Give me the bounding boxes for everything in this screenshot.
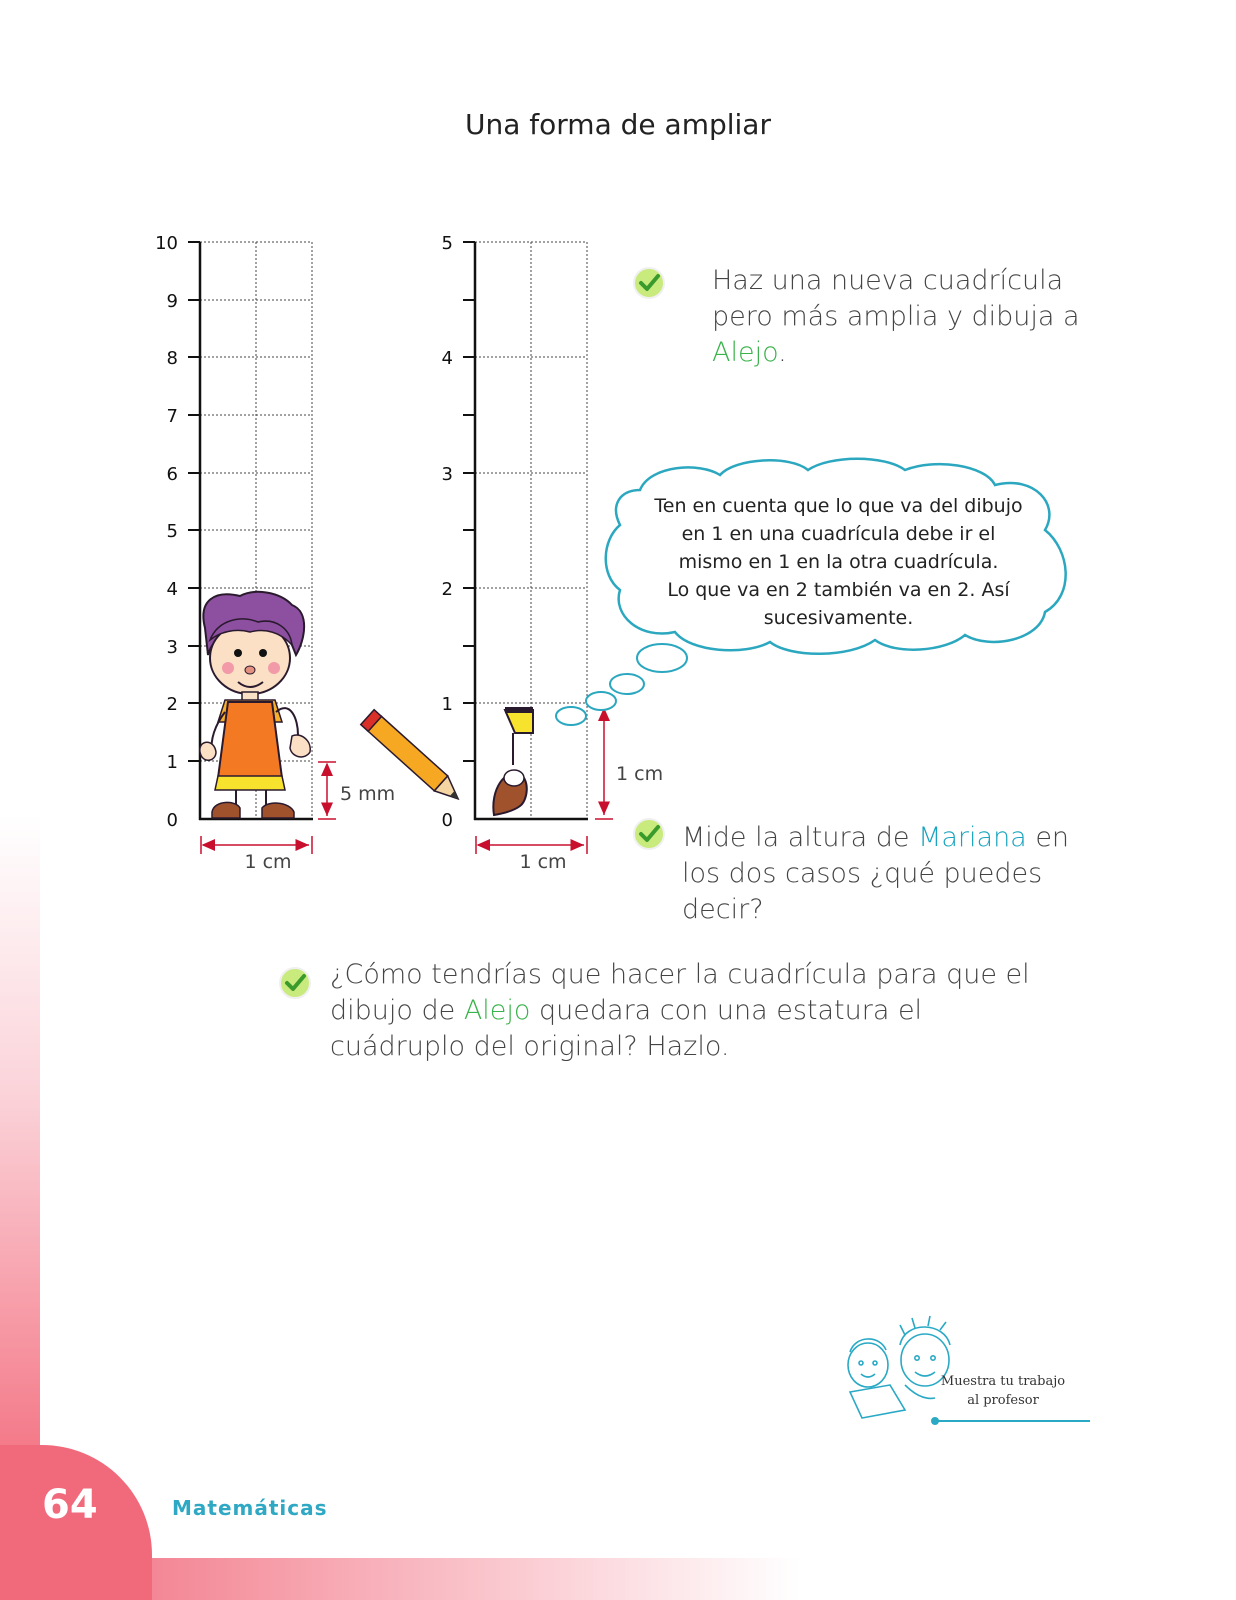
right-y-label-1: 1 [441,694,453,715]
right-y-label-0: 0 [441,810,453,831]
page-title: Una forma de ampliar [465,108,771,141]
instruction-2-end: en los dos casos ¿qué puedes decir? [682,822,1070,925]
right-height-label: 1 cm [616,763,664,785]
left-height-label: 5 mm [340,783,396,805]
right-y-label-3: 3 [441,464,453,485]
badge-line: al profesor [967,1393,1039,1408]
badge-dot [931,1417,939,1425]
bubble-line: sucesivamente. [763,607,914,629]
right-y-label-4: 4 [441,348,453,369]
instruction-1-text: Haz una nueva cuadrícula pero más amplia y dibuja a [712,265,1080,332]
instruction-1-name: Alejo [712,337,779,368]
page-number: 64 [42,1482,98,1528]
instruction-3-end: quedara con una estatura el cuádruplo del original? Hazlo. [330,995,923,1062]
instruction-2 [682,820,1102,928]
show-work-badge-text [938,1372,1068,1410]
left-y-label-8: 8 [166,348,178,369]
bubble-line: en 1 en una cuadrícula debe ir el [681,523,996,545]
left-y-label-9: 9 [166,291,178,312]
instruction-1 [712,263,1112,371]
kids-badge-illustration [848,1316,950,1418]
left-width-label: 1 cm [244,851,292,873]
left-y-label-2: 2 [166,694,178,715]
right-y-label-2: 2 [441,579,453,600]
subject-label: Matemáticas [172,1496,328,1520]
bubble-line: Ten en cuenta que lo que va del dibujo [654,495,1023,517]
left-y-label-7: 7 [166,406,178,427]
enlarged-drawing-start [493,710,533,815]
right-y-label-5: 5 [441,233,453,254]
right-width-label: 1 cm [519,851,567,873]
instruction-2-name: Mariana [918,822,1027,853]
left-y-label-10: 10 [155,233,178,254]
thought-bubble-text [646,492,1031,632]
left-y-label-0: 0 [166,810,178,831]
left-y-label-3: 3 [166,637,178,658]
badge-line: Muestra tu trabajo [940,1374,1066,1389]
instruction-3-text: ¿Cómo tendrías que hacer la cuadrícula para que el dibujo de [330,959,1030,1026]
instruction-3-name: Alejo [463,995,531,1026]
check-icon [632,817,666,851]
instruction-2-text: Mide la altura de [682,822,919,853]
left-y-label-4: 4 [166,579,178,600]
left-y-label-6: 6 [166,464,178,485]
check-icon [632,266,666,300]
bubble-line: mismo en 1 en la otra cuadrícula. [678,551,999,573]
bubble-line: Lo que va en 2 también va en 2. Así [667,579,1010,601]
instruction-3 [330,957,1050,1065]
mariana-illustration [200,592,310,818]
instruction-1-end: . [778,337,787,368]
left-y-label-1: 1 [166,752,178,773]
check-icon [278,966,312,1000]
left-y-label-5: 5 [166,521,178,542]
